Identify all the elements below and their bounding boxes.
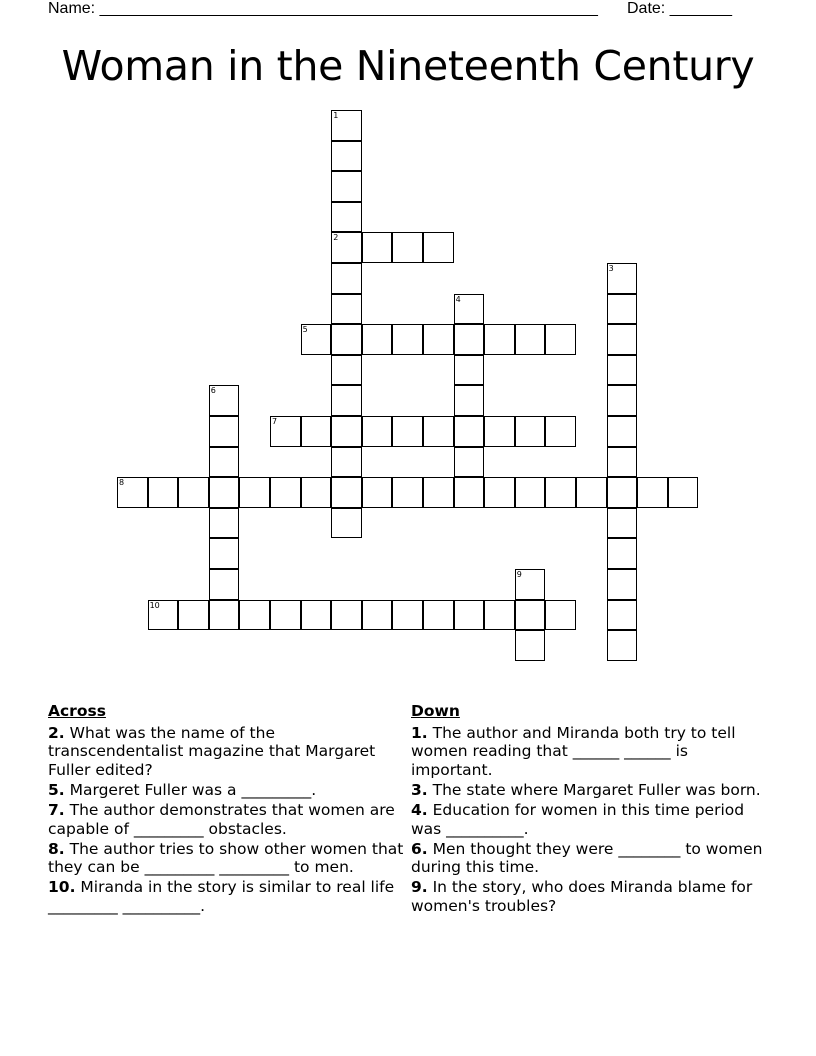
grid-cell[interactable] xyxy=(209,477,240,508)
grid-cell[interactable] xyxy=(607,385,638,416)
clue-number-label: 2. xyxy=(48,723,65,742)
grid-cell[interactable] xyxy=(423,416,454,447)
grid-cell[interactable] xyxy=(331,232,362,263)
grid-cell[interactable] xyxy=(239,477,270,508)
down-clue xyxy=(411,781,771,800)
clue-text: Miranda in the story is similar to real life _________ __________. xyxy=(48,878,395,915)
grid-cell[interactable] xyxy=(607,355,638,386)
grid-cell[interactable] xyxy=(423,324,454,355)
grid-cell[interactable] xyxy=(331,508,362,539)
clue-text: The state where Margaret Fuller was born. xyxy=(427,780,761,799)
across-clues xyxy=(48,702,408,917)
grid-cell[interactable] xyxy=(545,324,576,355)
down-clue xyxy=(411,724,771,780)
grid-cell[interactable] xyxy=(362,477,393,508)
clue-text: In the story, who does Miranda blame for women's troubles? xyxy=(411,878,753,915)
clue-number: 7 xyxy=(272,417,278,426)
grid-cell[interactable] xyxy=(515,416,546,447)
grid-cell[interactable] xyxy=(392,232,423,263)
grid-cell[interactable] xyxy=(423,477,454,508)
grid-cell[interactable] xyxy=(331,171,362,202)
grid-cell[interactable] xyxy=(607,569,638,600)
down-clue xyxy=(411,840,771,877)
grid-cell[interactable] xyxy=(301,600,332,631)
grid-cell[interactable] xyxy=(331,263,362,294)
clue-number-label: 10. xyxy=(48,878,76,897)
grid-cell[interactable] xyxy=(362,232,393,263)
grid-cell[interactable] xyxy=(362,324,393,355)
grid-cell[interactable] xyxy=(484,600,515,631)
grid-cell[interactable] xyxy=(484,477,515,508)
grid-cell[interactable] xyxy=(607,477,638,508)
grid-cell[interactable] xyxy=(239,600,270,631)
grid-cell[interactable] xyxy=(270,600,301,631)
grid-cell[interactable] xyxy=(607,447,638,478)
grid-cell[interactable] xyxy=(331,141,362,172)
grid-cell[interactable] xyxy=(454,600,485,631)
grid-cell[interactable] xyxy=(331,294,362,325)
grid-cell[interactable] xyxy=(454,416,485,447)
grid-cell[interactable] xyxy=(148,600,179,631)
grid-cell[interactable] xyxy=(423,232,454,263)
grid-cell[interactable] xyxy=(515,477,546,508)
grid-cell[interactable] xyxy=(148,477,179,508)
date-field-label: Date: _______ xyxy=(627,0,732,17)
grid-cell[interactable] xyxy=(607,263,638,294)
clue-number-label: 9. xyxy=(411,878,428,897)
clue-number: 6 xyxy=(210,386,216,396)
grid-cell[interactable] xyxy=(423,600,454,631)
grid-cell[interactable] xyxy=(331,416,362,447)
down-clue xyxy=(411,878,771,915)
grid-cell[interactable] xyxy=(515,324,546,355)
clue-text: What was the name of the transcendentalist magazine that Margaret Fuller edited? xyxy=(48,723,376,779)
clue-number: 2 xyxy=(333,233,339,243)
grid-cell[interactable] xyxy=(178,477,209,508)
clue-number-label: 8. xyxy=(48,839,65,858)
grid-cell[interactable] xyxy=(117,477,148,508)
name-field-label: Name: ________________________________________________________ xyxy=(48,0,598,17)
grid-cell[interactable] xyxy=(331,324,362,355)
grid-cell[interactable] xyxy=(607,630,638,661)
grid-cell[interactable] xyxy=(454,385,485,416)
grid-cell[interactable] xyxy=(209,508,240,539)
clue-number: 9 xyxy=(516,570,522,579)
grid-cell[interactable] xyxy=(331,385,362,416)
grid-cell[interactable] xyxy=(607,294,638,325)
clue-number-label: 7. xyxy=(48,800,65,819)
clue-text: The author demonstrates that women are capable of _________ obstacles. xyxy=(48,800,395,838)
grid-cell[interactable] xyxy=(331,600,362,631)
grid-cell[interactable] xyxy=(331,110,362,141)
grid-cell[interactable] xyxy=(209,416,240,447)
grid-cell[interactable] xyxy=(331,447,362,478)
clue-number-label: 4. xyxy=(411,800,428,819)
across-clue xyxy=(48,840,408,877)
grid-cell[interactable] xyxy=(668,477,699,508)
grid-cell[interactable] xyxy=(607,508,638,539)
grid-cell[interactable] xyxy=(331,477,362,508)
grid-cell[interactable] xyxy=(392,324,423,355)
grid-cell[interactable] xyxy=(392,600,423,631)
grid-cell[interactable] xyxy=(362,416,393,447)
grid-cell[interactable] xyxy=(454,355,485,386)
clue-number: 3 xyxy=(608,264,614,273)
clue-number: 4 xyxy=(455,294,461,304)
grid-cell[interactable] xyxy=(545,477,576,508)
grid-cell[interactable] xyxy=(209,600,240,631)
down-heading: Down xyxy=(411,702,460,720)
clue-number: 10 xyxy=(149,600,160,610)
grid-cell[interactable] xyxy=(270,477,301,508)
clue-number-label: 5. xyxy=(48,780,65,799)
grid-cell[interactable] xyxy=(576,477,607,508)
grid-cell[interactable] xyxy=(392,416,423,447)
grid-cell[interactable] xyxy=(270,416,301,447)
grid-cell[interactable] xyxy=(331,202,362,233)
grid-cell[interactable] xyxy=(607,538,638,569)
grid-cell[interactable] xyxy=(607,324,638,355)
clue-number: 1 xyxy=(333,111,339,120)
page-title: Woman in the Nineteenth Century xyxy=(61,42,755,90)
grid-cell[interactable] xyxy=(454,294,485,325)
grid-cell[interactable] xyxy=(454,477,485,508)
grid-cell[interactable] xyxy=(545,600,576,631)
across-heading: Across xyxy=(48,702,106,720)
across-clue xyxy=(48,781,408,800)
grid-cell[interactable] xyxy=(392,477,423,508)
across-clue xyxy=(48,878,408,915)
clue-text: Margeret Fuller was a _________. xyxy=(64,780,317,799)
grid-cell[interactable] xyxy=(515,630,546,661)
grid-cell[interactable] xyxy=(209,538,240,569)
clue-number-label: 1. xyxy=(411,723,428,742)
clue-text: The author and Miranda both try to tell women reading that ______ ______ is important. xyxy=(411,723,736,779)
grid-cell[interactable] xyxy=(301,324,332,355)
grid-cell[interactable] xyxy=(637,477,668,508)
clue-text: Men thought they were ________ to women during this time. xyxy=(411,839,763,877)
grid-cell[interactable] xyxy=(301,416,332,447)
clue-number: 5 xyxy=(302,325,308,335)
grid-cell[interactable] xyxy=(362,600,393,631)
grid-cell[interactable] xyxy=(331,355,362,386)
clue-number: 8 xyxy=(119,478,125,488)
grid-cell[interactable] xyxy=(484,324,515,355)
across-clue xyxy=(48,724,408,780)
grid-cell[interactable] xyxy=(209,569,240,600)
grid-cell[interactable] xyxy=(484,416,515,447)
clue-text: Education for women in this time period was __________. xyxy=(411,800,745,838)
grid-cell[interactable] xyxy=(178,600,209,631)
grid-cell[interactable] xyxy=(515,569,546,600)
clue-number-label: 6. xyxy=(411,839,428,858)
clue-number-label: 3. xyxy=(411,780,428,799)
grid-cell[interactable] xyxy=(454,324,485,355)
clue-text: The author tries to show other women that they can be _________ _________ to men. xyxy=(48,839,404,877)
grid-cell[interactable] xyxy=(515,600,546,631)
down-clue xyxy=(411,801,771,838)
grid-cell[interactable] xyxy=(209,447,240,478)
grid-cell[interactable] xyxy=(607,416,638,447)
grid-cell[interactable] xyxy=(607,600,638,631)
grid-cell[interactable] xyxy=(454,447,485,478)
down-clues xyxy=(411,702,771,917)
across-clue xyxy=(48,801,408,838)
grid-cell[interactable] xyxy=(209,385,240,416)
grid-cell[interactable] xyxy=(545,416,576,447)
grid-cell[interactable] xyxy=(301,477,332,508)
